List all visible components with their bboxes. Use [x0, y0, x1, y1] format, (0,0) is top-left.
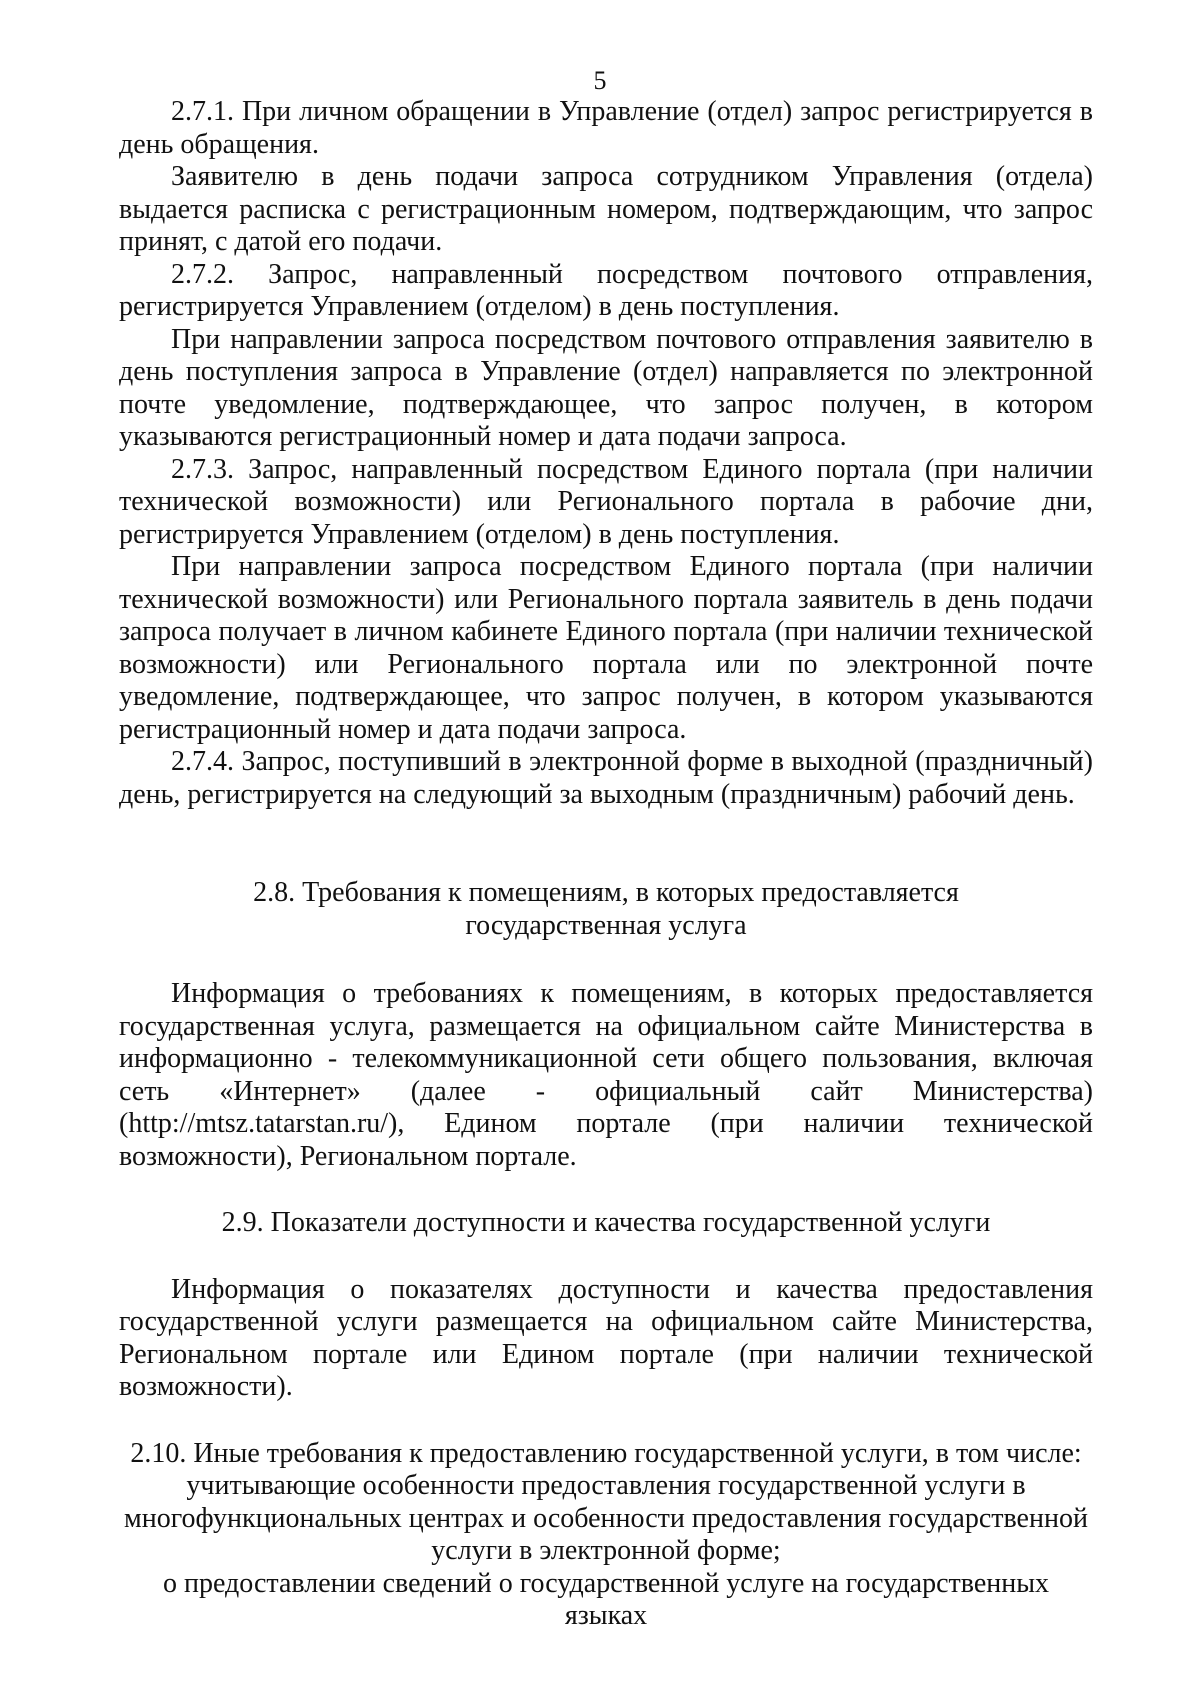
paragraph-portal-notice: При направлении запроса посредством Единого портала (при наличии технической возможности) или Регионального портала заявитель в день подачи запроса получает в личном кабинете Единого портала (при наличии технической возможности) или Регионального портала или по электронной почте уведомление, подтверждающее, что запрос получен, в котором указываются регистрационный номер и дата подачи запроса. — [119, 551, 1093, 745]
heading-2-10-line-3: многофункциональных центрах и особенности предоставления государственной — [124, 1502, 1088, 1534]
paragraph-2-8-body: Информация о требованиях к помещениям, в которых предоставляется государственная услуга, размещается на официальном сайте Министерства в информационно - телекоммуникационной сети общего пользования, включая сеть «Интернет» (далее - официальный сайт Министерства) (http://mtsz.tatarstan.ru/), Едином портале (при наличии технической возможности), Региональном портале. — [119, 978, 1093, 1172]
paragraph-2-9-body: Информация о показателях доступности и качества предоставления государственной услуги размещается на официальном сайте Министерства, Региональном портале или Едином портале (при наличии технической возможности). — [119, 1273, 1093, 1402]
paragraph-postal-notice: При направлении запроса посредством почтового отправления заявителю в день поступления запроса в Управление (отдел) направляется по электронной почте уведомление, подтверждающее, что запрос получен, в котором указываются регистрационный номер и дата подачи запроса. — [119, 323, 1093, 452]
section-spacer — [119, 1240, 1093, 1274]
section-heading-2-10 — [119, 1438, 1093, 1633]
page-number: 5 — [593, 66, 607, 95]
paragraph-2-7-2: 2.7.2. Запрос, направленный посредством почтового отправления, регистрируется Управлением (отделом) в день поступления. — [119, 258, 1093, 322]
heading-2-8-line-2: государственная услуга — [465, 909, 747, 941]
heading-2-10-line-2: учитывающие особенности предоставления государственной услуги в — [186, 1470, 1026, 1501]
heading-2-8-line-1: 2.8. Требования к помещениям, в которых предоставляется — [253, 877, 959, 908]
section-heading-2-8 — [119, 877, 1093, 942]
heading-2-10-line-4: услуги в электронной форме; — [431, 1535, 781, 1566]
section-spacer — [119, 942, 1093, 978]
paragraph-2-7-4: 2.7.4. Запрос, поступивший в электронной форме в выходной (праздничный) день, регистрируется на следующий за выходным (праздничным) рабочий день. — [119, 746, 1093, 810]
section-spacer — [119, 1173, 1093, 1207]
document-body — [119, 96, 1093, 1633]
section-spacer — [119, 1404, 1093, 1438]
paragraph-receipt: Заявителю в день подачи запроса сотрудником Управления (отдела) выдается расписка с регистрационным номером, подтверждающим, что запрос принят, с датой его подачи. — [119, 161, 1093, 257]
section-spacer — [119, 811, 1093, 877]
heading-2-9-line-1: 2.9. Показатели доступности и качества государственной услуги — [221, 1207, 991, 1238]
heading-2-10-line-1: 2.10. Иные требования к предоставлению государственной услуги, в том числе: — [130, 1437, 1082, 1469]
paragraph-2-7-3: 2.7.3. Запрос, направленный посредством Единого портала (при наличии технической возможности) или Регионального портала в рабочие дни, регистрируется Управлением (отделом) в день поступления. — [119, 453, 1093, 550]
heading-2-10-line-5: о предоставлении сведений о государственной услуге на государственных языках — [162, 1567, 1050, 1631]
paragraph-2-7-1: 2.7.1. При личном обращении в Управление (отдел) запрос регистрируется в день обращения. — [119, 96, 1093, 160]
section-heading-2-9 — [119, 1207, 1093, 1240]
